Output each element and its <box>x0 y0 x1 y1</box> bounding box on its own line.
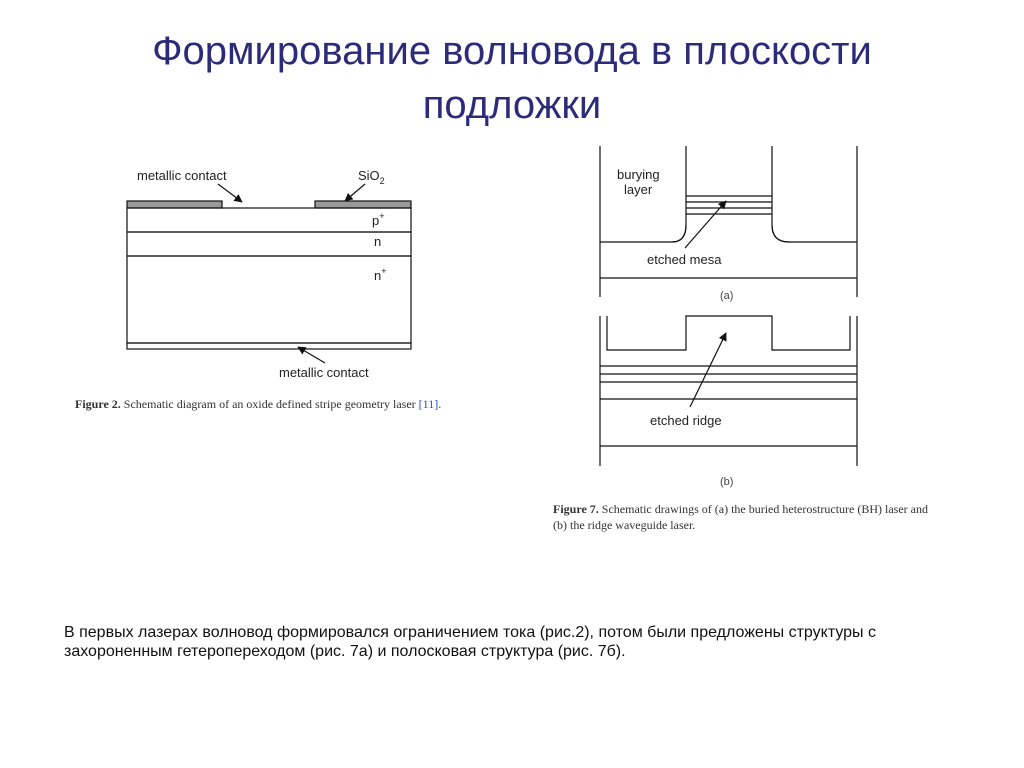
label-n-plus: n+ <box>374 266 387 283</box>
n-plus-substrate <box>127 256 411 343</box>
arrow-etched-ridge <box>690 333 726 407</box>
figure-7b-diagram <box>600 316 857 466</box>
arrow-top-contact <box>218 184 242 202</box>
figure-2-caption-ref[interactable]: [11] <box>418 397 439 411</box>
label-p-plus: p+ <box>372 211 385 228</box>
n-layer <box>127 232 411 256</box>
label-sio2: SiO$_2$ <box>358 168 385 186</box>
etched-mesa-outline <box>672 225 789 242</box>
label-etched-mesa: etched mesa <box>647 252 722 267</box>
arrow-sio2 <box>345 184 365 201</box>
figure-7-caption <box>553 501 933 533</box>
label-metallic-contact-top: metallic contact <box>137 168 227 183</box>
figure-2-diagram <box>127 184 411 363</box>
label-metallic-contact-bottom: metallic contact <box>279 365 369 380</box>
figure-2-caption-text: Schematic diagram of an oxide defined stripe geometry laser <box>120 397 419 411</box>
slide-title-line-2: подложки <box>422 83 602 127</box>
label-part-b: (b) <box>720 476 734 488</box>
label-part-a: (a) <box>720 290 734 302</box>
label-n: n <box>374 234 382 249</box>
body-paragraph: В первых лазерах волновод формировался ограничением тока (рис.2), потом были предложены структуры с захороненным гетеропереходом (рис. 7а) и полосковая структура (рис. 7б). <box>64 624 876 660</box>
label-burying-1: burying <box>617 167 660 182</box>
label-burying-2: layer <box>624 182 653 197</box>
bottom-metallic-contact <box>127 343 411 349</box>
label-etched-ridge: etched ridge <box>650 413 722 428</box>
figure-7-caption-text: Schematic drawings of (a) the buried heterostructure (BH) laser and (b) the ridge waveguide laser. <box>553 502 928 532</box>
p-plus-layer <box>127 208 411 232</box>
figure-2-caption: Figure 2. Schematic diagram of an oxide defined stripe geometry laser [11]. <box>75 397 442 411</box>
figure-7-caption-label: Figure 7. <box>553 502 599 516</box>
slide-title-line-1: Формирование волновода в плоскости <box>152 29 872 73</box>
figure-2-caption-label: Figure 2. <box>75 397 121 411</box>
ridge-outline <box>607 316 850 350</box>
sio2-pad-right <box>315 201 411 208</box>
sio2-pad-left <box>127 201 222 208</box>
